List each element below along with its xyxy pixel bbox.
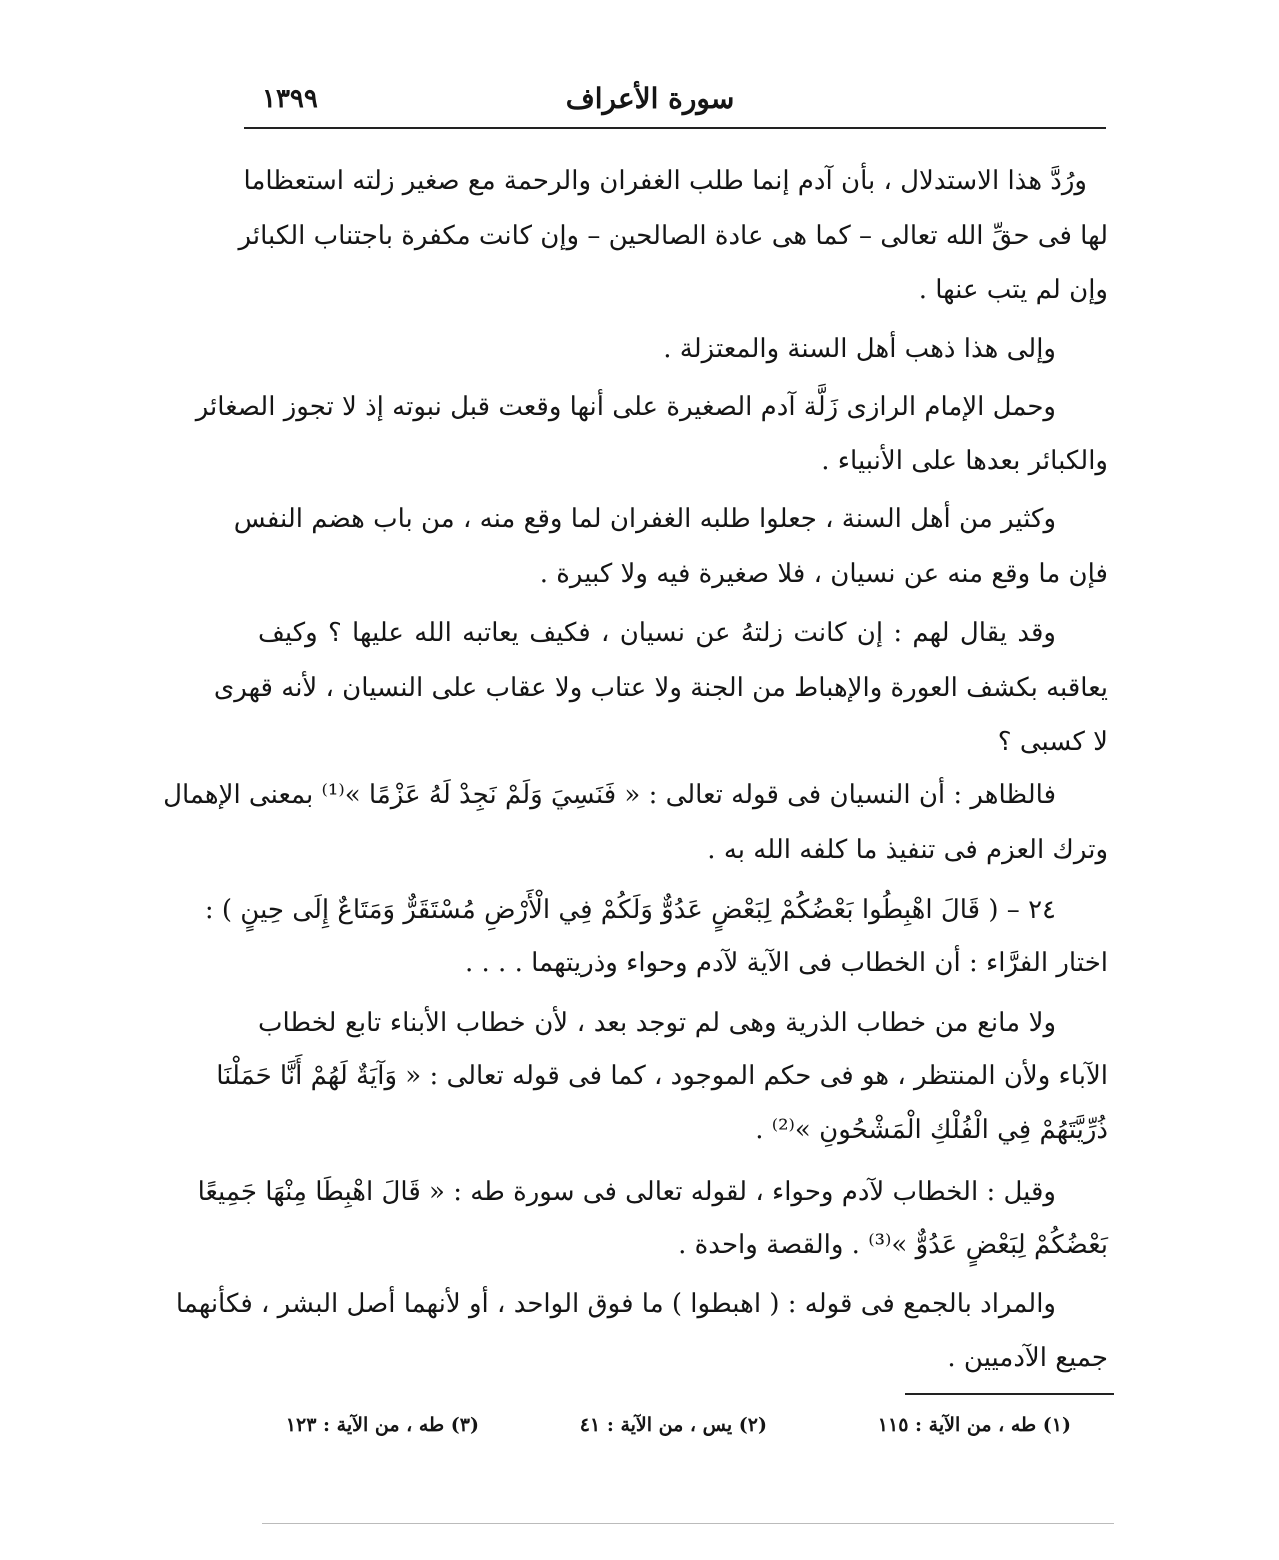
body-line: جميع الآدميين .	[947, 1343, 1108, 1373]
body-line: الآباء ولأن المنتظر ، هو فى حكم الموجود ، كما فى قوله تعالى : « وَآيَةٌ لَهُمْ أَنَّا حَمَلْنَا	[216, 1061, 1108, 1091]
header-rule	[244, 127, 1106, 129]
body-line: بَعْضُكُمْ لِبَعْضٍ عَدُوٌّ »⁽³⁾ . والقصة واحدة .	[678, 1230, 1108, 1260]
body-line: فالظاهر : أن النسيان فى قوله تعالى : « فَنَسِيَ وَلَمْ نَجِدْ لَهُ عَزْمًا »⁽¹⁾ بمعنى الإهمال	[163, 780, 1056, 810]
body-line: وإلى هذا ذهب أهل السنة والمعتزلة .	[663, 334, 1056, 364]
body-line: يعاقبه بكشف العورة والإهباط من الجنة ولا عتاب ولا عقاب على النسيان ، لأنه قهرى	[213, 673, 1108, 703]
body-line: وقد يقال لهم : إن كانت زلتهُ عن نسيان ، فكيف يعاتبه الله عليها ؟ وكيف	[258, 618, 1056, 648]
running-header-title: سورة الأعراف	[565, 82, 735, 115]
body-line: وقيل : الخطاب لآدم وحواء ، لقوله تعالى فى سورة طه : « قَالَ اهْبِطَا مِنْهَا جَمِيعًا	[197, 1177, 1056, 1207]
body-line: ذُرِّيَّتَهُمْ فِي الْفُلْكِ الْمَشْحُونِ »⁽²⁾ .	[755, 1115, 1108, 1145]
body-line: والكبائر بعدها على الأنبياء .	[821, 446, 1108, 476]
body-line: وإن لم يتب عنها .	[918, 275, 1108, 305]
footnote-rule	[905, 1393, 1114, 1395]
verse-heading: ٢٤ – ( قَالَ اهْبِطُوا بَعْضُكُمْ لِبَعْضٍ عَدُوٌّ وَلَكُمْ فِي الْأَرْضِ مُسْتَقَرٌّ وَمَتَاعٌ إِلَى حِينٍ ) :	[204, 895, 1056, 925]
footnote: (٢) يس ، من الآية : ٤١	[579, 1414, 767, 1436]
body-line: ولا مانع من خطاب الذرية وهى لم توجد بعد ، لأن خطاب الأبناء تابع لخطاب	[258, 1008, 1056, 1038]
page-bottom-edge	[262, 1523, 1114, 1524]
body-line: اختار الفرَّاء : أن الخطاب فى الآية لآدم وحواء وذريتهما . . . .	[465, 948, 1108, 978]
page-number: ١٣٩٩	[262, 84, 318, 114]
body-line: وحمل الإمام الرازى زَلَّة آدم الصغيرة على أنها وقعت قبل نبوته إذ لا تجوز الصغائر	[195, 392, 1056, 422]
footnote: (١) طه ، من الآية : ١١٥	[877, 1414, 1071, 1436]
footnote: (٣) طه ، من الآية : ١٢٣	[285, 1414, 479, 1436]
body-line: والمراد بالجمع فى قوله : ( اهبطوا ) ما فوق الواحد ، أو لأنهما أصل البشر ، فكأنهما	[175, 1289, 1056, 1319]
body-line: ورُدَّ هذا الاستدلال ، بأن آدم إنما طلب الغفران والرحمة مع صغير زلته استعظاما	[243, 166, 1087, 196]
body-line: وترك العزم فى تنفيذ ما كلفه الله به .	[707, 835, 1108, 865]
body-line: لا كسبى ؟	[997, 727, 1108, 757]
body-line: وكثير من أهل السنة ، جعلوا طلبه الغفران لما وقع منه ، من باب هضم النفس	[233, 504, 1056, 534]
body-line: لها فى حقِّ الله تعالى – كما هى عادة الصالحين – وإن كانت مكفرة باجتناب الكبائر	[238, 221, 1108, 251]
body-line: فإن ما وقع منه عن نسيان ، فلا صغيرة فيه ولا كبيرة .	[539, 559, 1108, 589]
